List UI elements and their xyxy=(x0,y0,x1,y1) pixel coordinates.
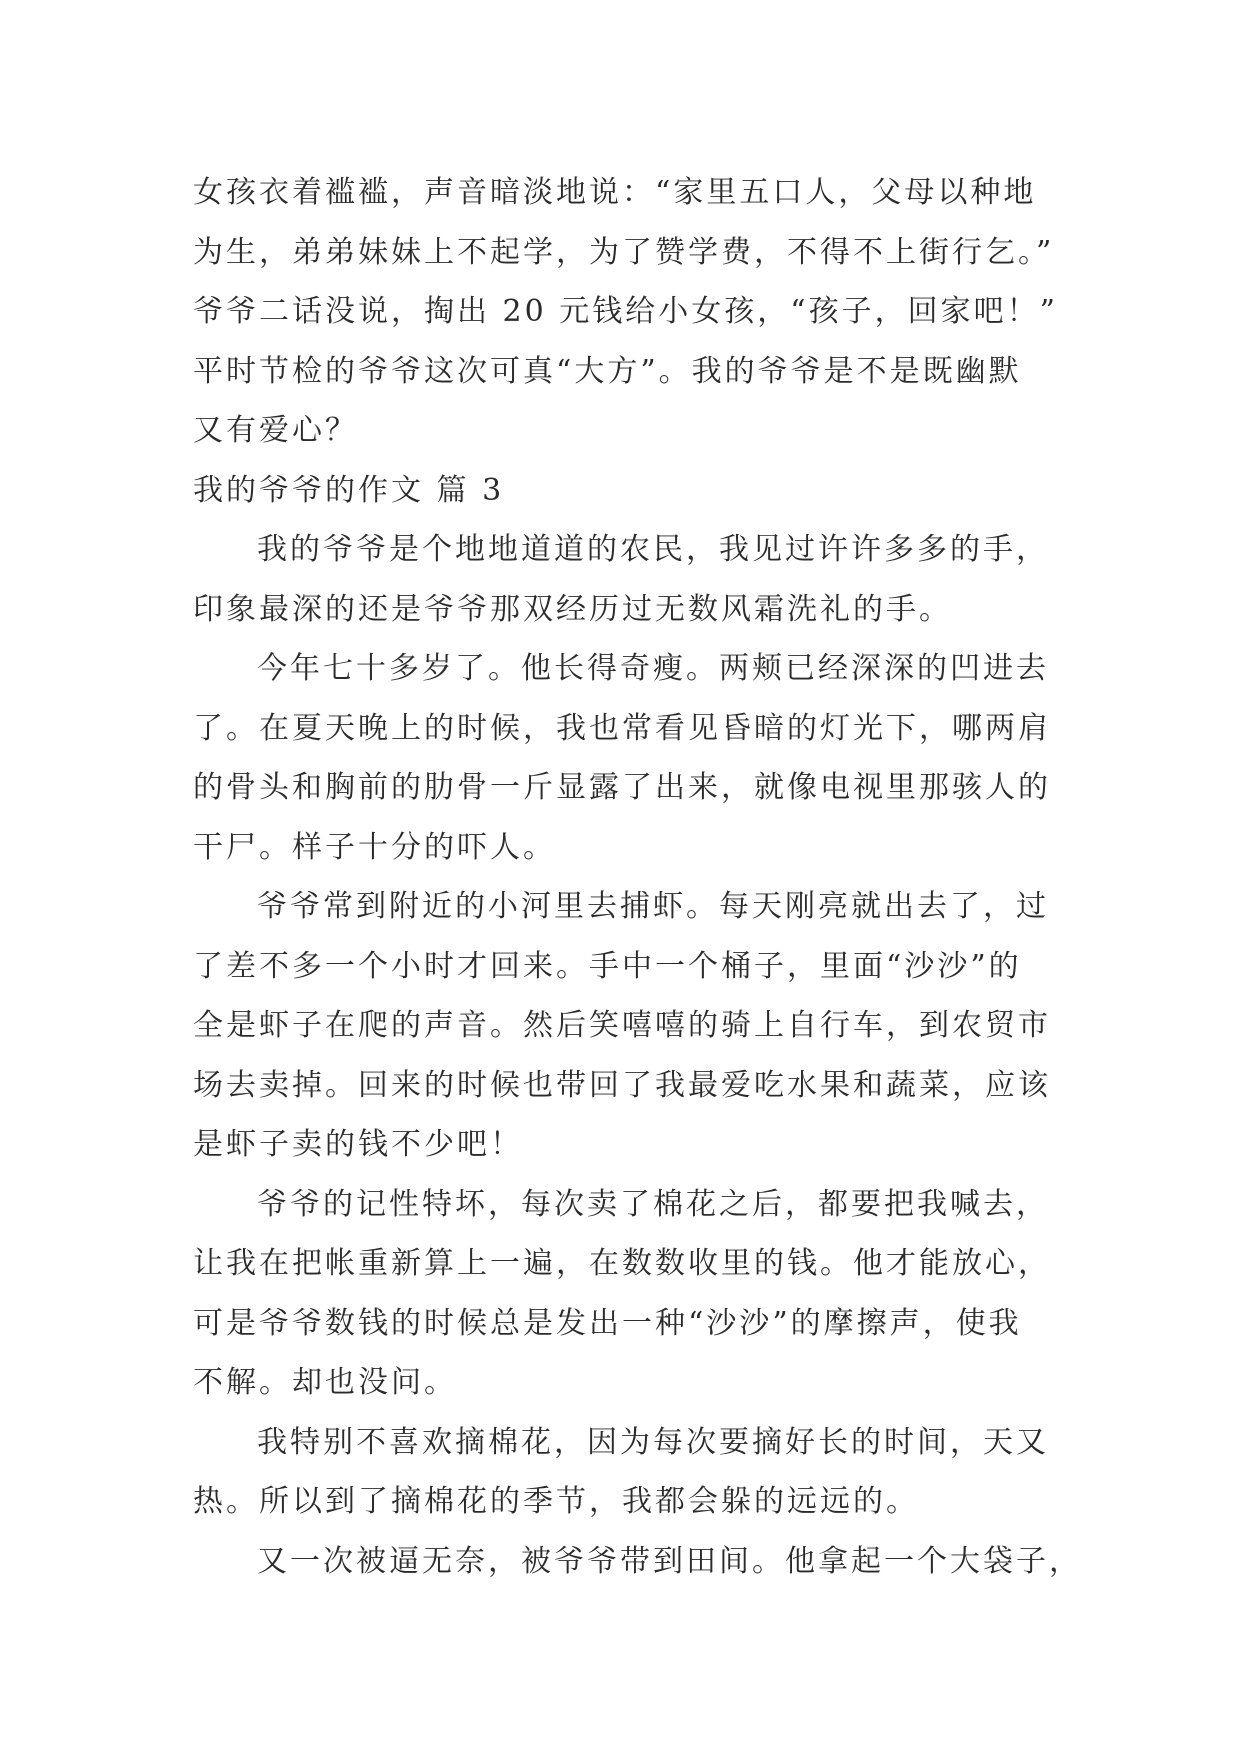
text-line: 让我在把帐重新算上一遍，在数数收里的钱。他才能放心， xyxy=(193,1246,1051,1281)
text-line: 场去卖掉。回来的时候也带回了我最爱吃水果和蔬菜，应该 xyxy=(193,1067,1051,1103)
text-line: 可是爷爷数钱的时候总是发出一种“沙沙”的摩擦声，使我 xyxy=(193,1305,1022,1341)
paragraph-start-line: 我的爷爷是个地地道道的农民，我见过许许多多的手， xyxy=(257,532,1049,567)
paragraph-start-line: 又一次被逼无奈，被爷爷带到田间。他拿起一个大袋子， xyxy=(257,1543,1082,1579)
text-line: 又有爱心？ xyxy=(193,413,358,448)
text-line: 是虾子卖的钱不少吧！ xyxy=(193,1127,523,1162)
essay-text xyxy=(193,163,1082,1591)
text-line: 的骨头和胸前的肋骨一斤显露了出来，就像电视里那骇人的 xyxy=(193,770,1051,805)
text-line: 平时节检的爷爷这次可真“大方”。我的爷爷是不是既幽默 xyxy=(193,353,1022,389)
section-heading: 我的爷爷的作文 篇 3 xyxy=(193,472,505,508)
text-line: 为生，弟弟妹妹上不起学，为了赞学费，不得不上街行乞。” xyxy=(193,234,1055,270)
paragraph-start-line: 今年七十多岁了。他长得奇瘦。两颊已经深深的凹进去 xyxy=(257,651,1049,686)
paragraph-start-line: 爷爷的记性特坏，每次卖了棉花之后，都要把我喊去， xyxy=(257,1186,1049,1222)
text-line: 爷爷二话没说，掏出 20 元钱给小女孩，“孩子，回家吧！” xyxy=(193,294,1058,329)
paragraph-start-line: 爷爷常到附近的小河里去捕虾。每天刚亮就出去了，过 xyxy=(257,889,1049,924)
text-line: 热。所以到了摘棉花的季节，我都会躲的远远的。 xyxy=(193,1484,919,1519)
text-line: 了差不多一个小时才回来。手中一个桶子，里面“沙沙”的 xyxy=(193,948,1022,984)
text-line: 女孩衣着褴褴，声音暗淡地说：“家里五口人，父母以种地 xyxy=(193,175,1037,210)
text-line: 了。在夏天晚上的时候，我也常看见昏暗的灯光下，哪两肩 xyxy=(193,710,1051,746)
paragraph-start-line: 我特别不喜欢摘棉花，因为每次要摘好长的时间，天又 xyxy=(257,1424,1049,1460)
text-line: 印象最深的还是爷爷那双经历过无数风霜洗礼的手。 xyxy=(193,591,952,627)
text-line: 干尸。样子十分的吓人。 xyxy=(193,829,556,865)
text-line: 不解。却也没问。 xyxy=(193,1365,457,1400)
text-line: 全是虾子在爬的声音。然后笑嘻嘻的骑上自行车，到农贸市 xyxy=(193,1008,1051,1043)
